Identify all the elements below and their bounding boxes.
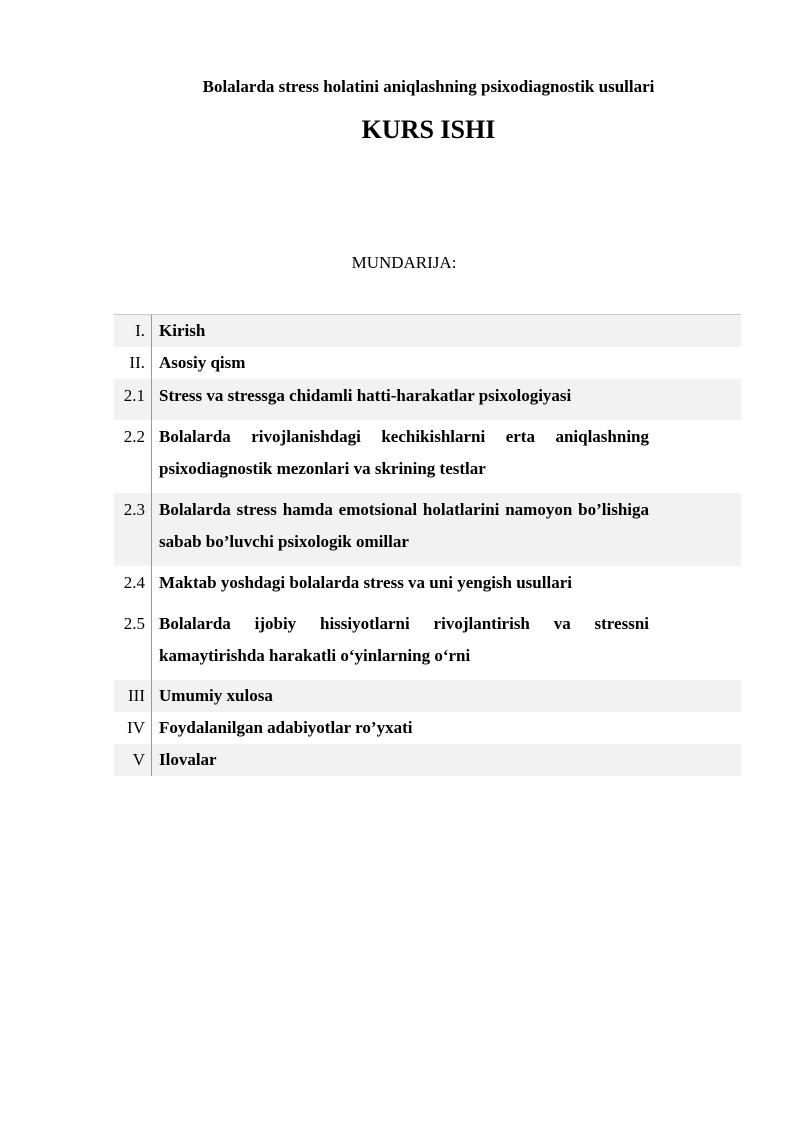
toc-label: Bolalarda stress hamda emotsional holatlarini namoyon bo’lishiga sabab bo’luvchi psixologik omillar — [159, 500, 649, 551]
toc-row-appendices — [114, 744, 741, 776]
toc-number: IV — [114, 712, 152, 744]
toc-label: Asosiy qism — [159, 353, 246, 372]
toc-label: Stress va stressga chidamli hatti-harakatlar psixologiyasi — [159, 386, 572, 405]
toc-label: Foydalanilgan adabiyotlar ro’yxati — [159, 718, 413, 737]
toc-label: Bolalarda rivojlanishdagi kechikishlarni erta aniqlashning psixodiagnostik mezonlari va skrining testlar — [159, 427, 649, 478]
toc-row-2-4 — [114, 566, 741, 607]
toc-number: 2.5 — [114, 607, 152, 680]
document-subtitle: Bolalarda stress holatini aniqlashning psixodiagnostik usullari — [202, 77, 655, 96]
toc-row-main-part — [114, 347, 741, 379]
toc-row-conclusion — [114, 680, 741, 712]
toc-number: 2.1 — [114, 379, 152, 420]
toc-row-references — [114, 712, 741, 744]
toc-label: Maktab yoshdagi bolalarda stress va uni yengish usullari — [159, 573, 572, 592]
toc-number: III — [114, 680, 152, 712]
toc-number: 2.4 — [114, 566, 152, 607]
toc-number: I. — [114, 315, 152, 347]
toc-row-2-1 — [114, 379, 741, 420]
toc-number: II. — [114, 347, 152, 379]
toc-label: Bolalarda ijobiy hissiyotlarni rivojlantirish va stressni kamaytirishda harakatli o‘yinlarning o‘rni — [159, 614, 649, 665]
toc-number: V — [114, 744, 152, 776]
toc-row-2-3 — [114, 493, 741, 566]
toc-label: Kirish — [159, 321, 206, 340]
toc-label: Ilovalar — [159, 750, 217, 769]
toc-number: 2.3 — [114, 493, 152, 566]
toc-row-2-2 — [114, 420, 741, 493]
table-of-contents — [114, 314, 741, 776]
toc-row-intro — [114, 315, 741, 347]
toc-label: Umumiy xulosa — [159, 686, 273, 705]
contents-heading: MUNDARIJA: — [351, 253, 457, 272]
toc-number: 2.2 — [114, 420, 152, 493]
toc-row-2-5 — [114, 607, 741, 680]
document-title: KURS ISHI — [361, 115, 496, 144]
